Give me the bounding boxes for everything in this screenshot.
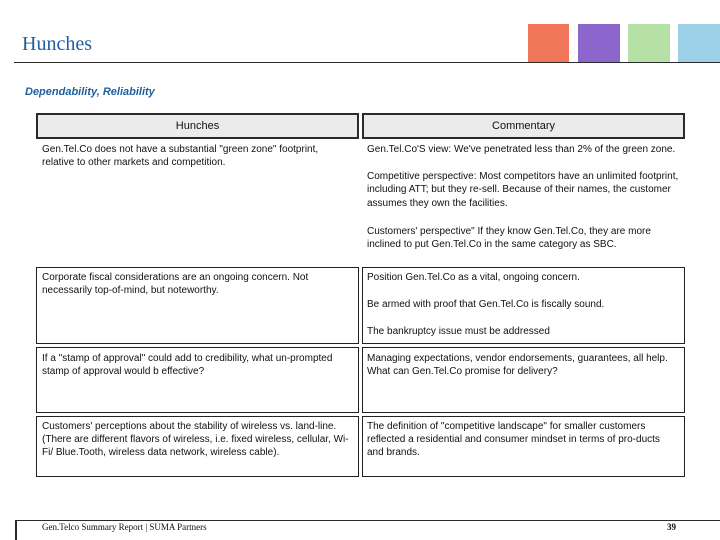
header-divider [14, 62, 720, 63]
commentary-text: Be armed with proof that Gen.Tel.Co is fiscally sound. [367, 299, 605, 311]
column-header-hunches [36, 113, 359, 139]
hunch-text: Gen.Tel.Co does not have a substantial "green zone" footprint, relative to other markets and competition. [42, 144, 319, 169]
accent-block-orange [528, 24, 569, 62]
table-row-2-commentary [367, 271, 679, 339]
accent-block-purple [578, 24, 620, 62]
footer-divider [15, 520, 720, 521]
hunch-text: Customers' perceptions about the stability of wireless vs. land-line. (There are different flavors of wireless, i.e. fixed wireless, cellular, Wi-Fi/ Blue.Tooth, wireless data network, wireless cable). [42, 421, 349, 459]
table-row-2-hunch [42, 271, 352, 297]
commentary-text: The definition of "competitive landscape" for smaller customers reflected a residential and consumer mindset in terms of pro-ducts and brands. [367, 421, 660, 459]
footer-left-rule [15, 520, 17, 540]
table-row-3-commentary [367, 352, 679, 378]
table-row-1-hunch [42, 143, 352, 169]
table-row-1-commentary [367, 143, 679, 251]
commentary-text: Position Gen.Tel.Co as a vital, ongoing concern. [367, 272, 580, 283]
page-title: Hunches [22, 33, 92, 55]
page-number: 39 [667, 522, 676, 532]
hunch-text: Corporate fiscal considerations are an ongoing concern. Not necessarily top-of-mind, but noteworthy. [42, 272, 309, 297]
hunch-text: If a "stamp of approval" could add to credibility, what un-prompted stamp of approval would b effective? [42, 353, 333, 378]
commentary-text: The bankruptcy issue must be addressed [367, 326, 550, 338]
commentary-text: Gen.Tel.Co'S view: We've penetrated less than 2% of the green zone. [367, 144, 676, 155]
footer-text: Gen.Telco Summary Report | SUMA Partners [42, 522, 207, 532]
commentary-text: Managing expectations, vendor endorsements, guarantees, all help. What can Gen.Tel.Co promise for delivery? [367, 353, 668, 378]
table-row-3-hunch [42, 352, 352, 378]
accent-block-blue [678, 24, 720, 62]
commentary-text: Competitive perspective: Most competitors have an unlimited footprint, including ATT; but they re-sell. Because of their names, the customer assumes they own the facilities. [367, 171, 679, 209]
column-header-hunches-label: Hunches [175, 120, 220, 132]
column-header-commentary [362, 113, 685, 139]
table-row-4-hunch [42, 420, 352, 460]
column-header-commentary-label: Commentary [492, 120, 555, 132]
section-subtitle: Dependability, Reliability [25, 86, 155, 98]
table-row-4-commentary [367, 420, 679, 460]
accent-block-green [628, 24, 670, 62]
commentary-text: Customers' perspective" If they know Gen.Tel.Co, they are more inclined to put Gen.Tel.Co in the same category as SBC. [367, 225, 651, 251]
